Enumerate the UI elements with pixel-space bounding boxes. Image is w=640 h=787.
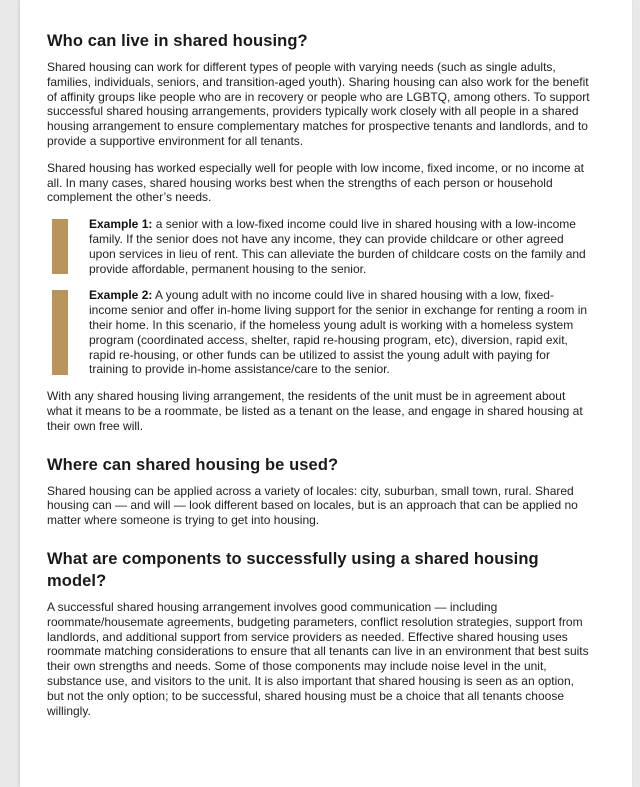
paragraph-who-can-live-1: Shared housing can work for different types of people with varying needs (such as single adults, families, individuals, seniors, and transition-aged youth). Sharing housing can also work for the benefit of affinity groups like people who are in recovery or people who are LGBTQ, among others. To support successful shared housing arrangements, providers typically work closely with all people in a shared housing arrangement to ensure complementary matches for prospective tenants and landlords, and to provide a supportive environment for all tenants. bbox=[47, 60, 590, 148]
document-page bbox=[20, 0, 632, 787]
example-1-callout bbox=[52, 217, 592, 276]
example-2-paragraph bbox=[89, 288, 592, 377]
callout-accent-bar bbox=[52, 219, 68, 274]
example-2-text: A young adult with no income could live in shared housing with a low, fixed-income senior and offer in-home living support for the senior in exchange for renting a room in their home. In this scenario, if the homeless young adult is working with a homeless system program (coordinated access, shelter, rapid re-housing program, etc), diversion, rapid exit, rapid re-housing, or other funds can be utilized to assist the young adult with paying for training to provide in-home assistance/care to the senior. bbox=[89, 288, 588, 377]
paragraph-who-can-live-2: Shared housing has worked especially well for people with low income, fixed income, or no income at all. In many cases, shared housing works best when the strengths of each person or household complement the other’s needs. bbox=[47, 160, 584, 205]
document-content bbox=[47, 30, 592, 718]
paragraph-who-can-live-3: With any shared housing living arrangement, the residents of the unit must be in agreement about what it means to be a roommate, be listed as a tenant on the lease, and engage in shared housing at their own free will. bbox=[47, 389, 583, 433]
example-2-callout bbox=[52, 288, 592, 377]
callout-accent-bar bbox=[52, 290, 68, 375]
example-1-text: a senior with a low-fixed income could live in shared housing with a low-income family. If the senior does not have any income, they can provide childcare or other agreed upon services in lieu of rent. This can alleviate the burden of childcare costs on the family and provide affordable, permanent housing to the senior. bbox=[89, 217, 586, 276]
example-1-paragraph bbox=[89, 217, 592, 276]
paragraph-components: A successful shared housing arrangement involves good communication — including roommate/housemate agreements, budgeting parameters, conflict resolution strategies, support from landlords, and additional support from service providers as needed. Effective shared housing uses roommate matching considerations to ensure that all tenants can live in an environment that best suits their own strengths and needs. Some of those components may include noise level in the unit, substance use, and visitors to the unit. It is also important that shared housing is seen as an option, but not the only option; to be successful, shared housing must be a choice that all tenants choose willingly. bbox=[47, 599, 589, 718]
heading-who-can-live: Who can live in shared housing? bbox=[47, 32, 308, 50]
example-1-label: Example 1: bbox=[89, 217, 153, 232]
paragraph-where-can-be-used: Shared housing can be applied across a variety of locales: city, suburban, small town, rural. Shared housing can — and will — look different based on locales, but is an approach that can be applied no matter where someone is trying to get into housing. bbox=[47, 483, 578, 528]
heading-where-can-be-used: Where can shared housing be used? bbox=[47, 455, 339, 474]
heading-components: What are components to successfully using a shared housing model? bbox=[47, 549, 539, 590]
example-2-label: Example 2: bbox=[89, 288, 153, 303]
